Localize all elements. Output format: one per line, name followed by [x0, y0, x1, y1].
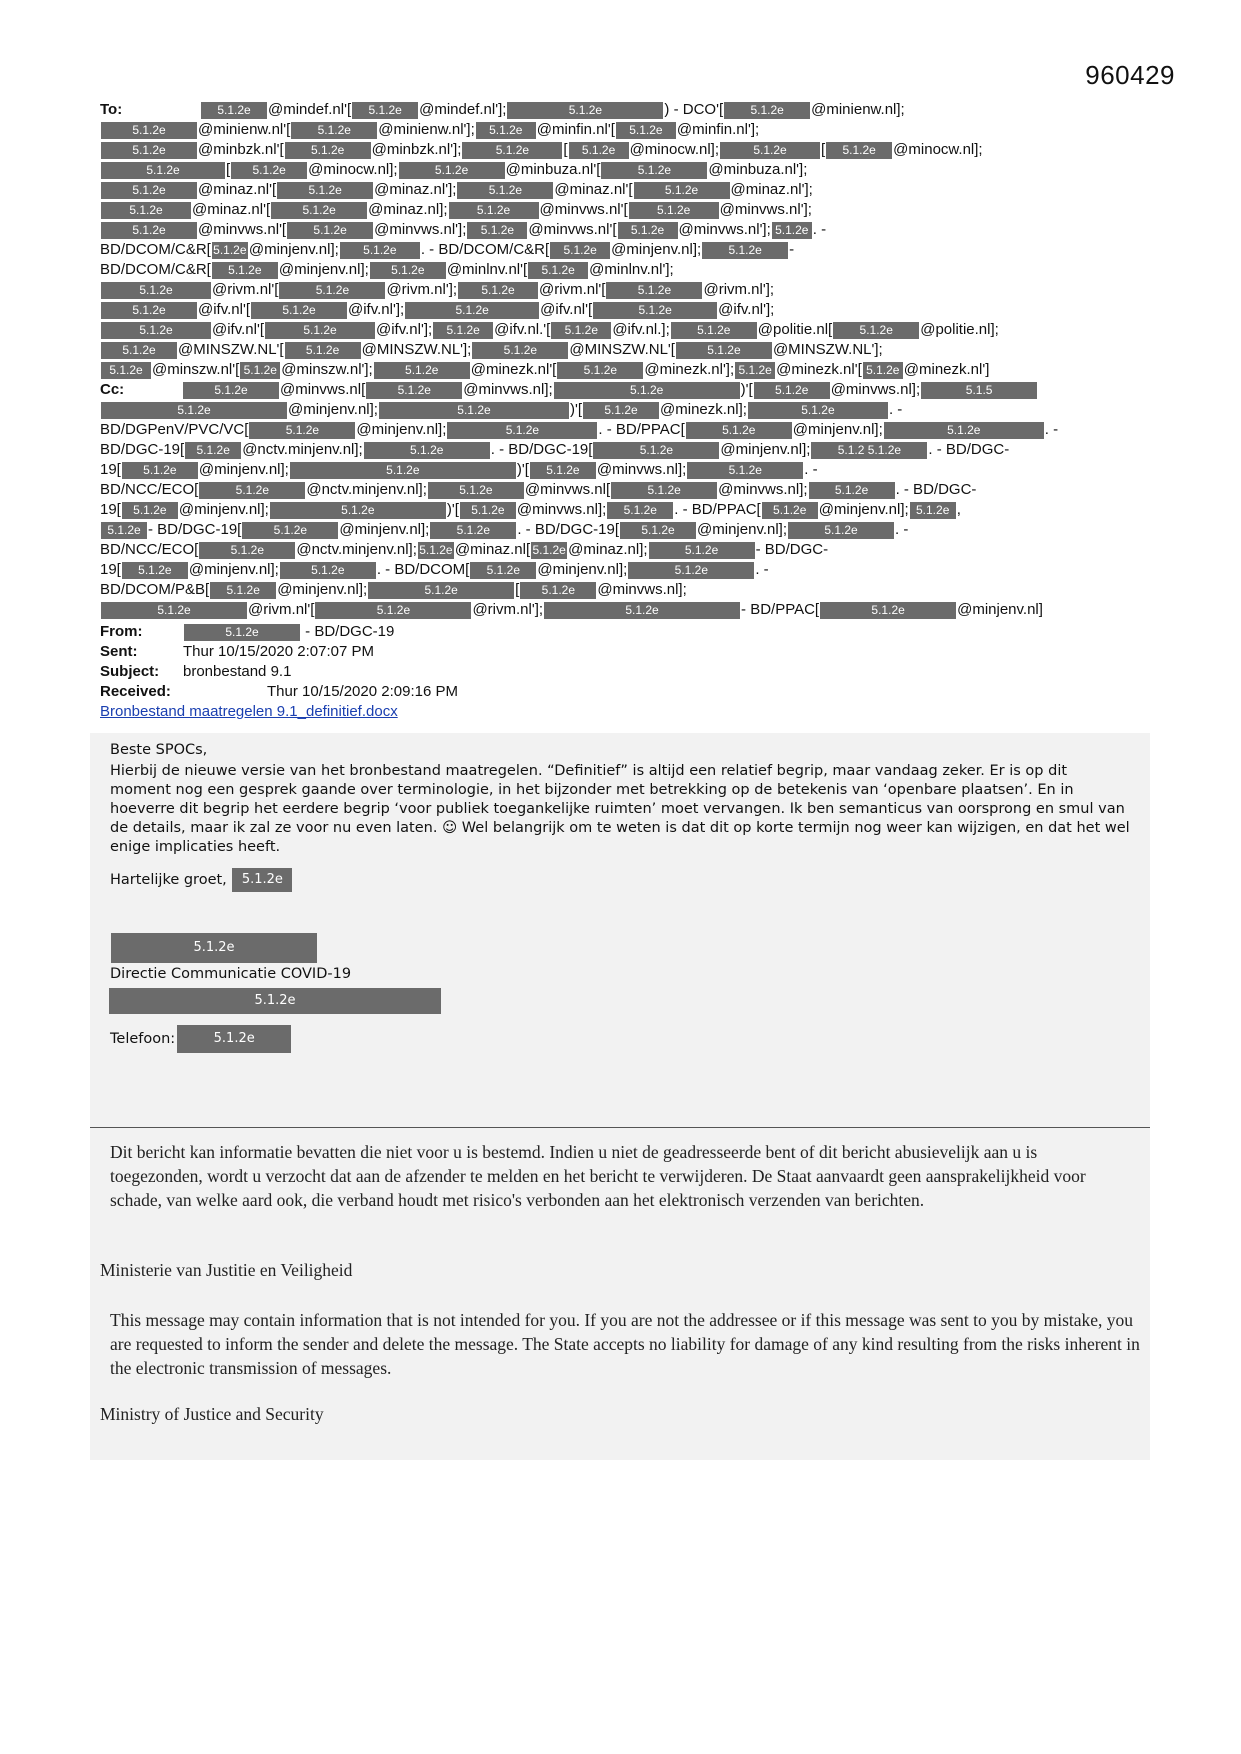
- address-fragment: @minjenv.nl];: [277, 581, 368, 599]
- address-fragment: . - BD/PPAC[: [598, 421, 685, 439]
- redaction-box: 5.1.2e: [470, 562, 536, 579]
- email-meta: [100, 622, 1150, 722]
- redaction-box: 5.1.2e: [544, 602, 740, 619]
- redaction-box: 5.1.2e: [212, 262, 278, 279]
- disclaimer-nl: Dit bericht kan informatie bevatten die niet voor u is bestemd. Indien u niet de geadresseerde bent of dit bericht abusievelijk aan u is toegezonden, wordt u verzocht dat aan de afzender te melden en het bericht te verwijderen. De Staat aanvaardt geen aansprakelijkheid voor schade, van welke aard ook, die verband houdt met risico's verbonden aan het elektronisch verzenden van berichten.: [110, 1142, 1086, 1210]
- redaction-box: 5.1.2e: [271, 202, 367, 219]
- address-fragment: @minjenv.nl]: [957, 601, 1043, 619]
- redaction-box: 5.1.2e: [399, 162, 505, 179]
- address-fragment: ) - DCO'[: [664, 101, 724, 119]
- address-fragment: @minlnv.nl'[: [446, 261, 528, 279]
- redaction-box: 5.1.2e: [530, 462, 596, 479]
- address-fragment: @minjenv.nl];: [792, 421, 883, 439]
- signature-department: Directie Communicatie COVID-19: [110, 966, 352, 982]
- address-fragment: @minienw.nl];: [811, 101, 905, 119]
- address-fragment: @minfin.nl'[: [536, 121, 615, 139]
- address-fragment: @minvws.nl'[: [539, 201, 628, 219]
- cc-line-7: [100, 500, 1150, 520]
- redaction-box: 5.1.2e: [569, 142, 629, 159]
- redaction-box: 5.1.2e: [467, 222, 527, 239]
- redaction-box: 5.1.2e: [240, 362, 280, 379]
- address-fragment: @minaz.nl'];: [730, 181, 813, 199]
- address-fragment: @minjenv.nl];: [611, 241, 702, 259]
- redaction-box: 5.1.2e: [593, 302, 717, 319]
- redaction-box: 5.1.2e: [352, 102, 418, 119]
- redaction-box: 5.1.2e: [620, 522, 696, 539]
- address-fragment: @minvws.nl];: [597, 581, 687, 599]
- redaction-box: 5.1.2e: [270, 502, 446, 519]
- redaction-box: 5.1.2e: [457, 182, 553, 199]
- address-fragment: @nctv.minjenv.nl];: [242, 441, 363, 459]
- redaction-box: 5.1.2e: [449, 202, 539, 219]
- sent-label: Sent:: [100, 643, 138, 660]
- sent-value: Thur 10/15/2020 2:07:07 PM: [183, 643, 374, 660]
- redaction-box: 5.1.2e: [213, 242, 247, 257]
- address-fragment: @politie.nl[: [757, 321, 833, 339]
- address-fragment: @MINSZW.NL'];: [361, 341, 472, 359]
- redaction-box: 5.1.2e: [379, 402, 569, 419]
- address-fragment: @minvws.nl'[: [198, 221, 287, 239]
- address-fragment: @minaz.nl'];: [374, 181, 457, 199]
- address-fragment: @minvws.nl];: [718, 481, 808, 499]
- redaction-box: 5.1.2e: [702, 242, 788, 259]
- cc-line-9: [100, 540, 1150, 560]
- subject-row: [100, 662, 1150, 682]
- address-fragment: @minlnv.nl'];: [589, 261, 674, 279]
- redaction-box: 5.1.2e: [368, 582, 514, 599]
- address-fragment: ,: [956, 501, 961, 519]
- address-fragment: BD/DGC-19[: [100, 441, 185, 459]
- redaction-box: 5.1.2e: [184, 624, 300, 641]
- redaction-box: 5.1.2e: [428, 482, 524, 499]
- to-line-11: [100, 300, 1150, 320]
- message-paragraph: Hierbij de nieuwe versie van het bronbestand maatregelen. “Definitief” is altijd een relatief begrip, maar vandaag zeker. Er is op dit moment nog een gesprek gaande over terminologie, in het bijzonder met betrekking op de betekenis van ‘openbare plaatsen’. En in hoeverre dit begrip het eerdere begrip ‘voor publiek toegankelijke ruimten’ moet vervangen. Ik ben semanticus van oorsprong en smul van de details, maar ik zal ze voor nu even laten. ☺ Wel belangrijk om te weten is dat dit op korte termijn nog weer kan wijzigen, en dat het wel enige implicaties heeft.: [110, 763, 1130, 855]
- address-fragment: @minvws.nl[: [280, 381, 366, 399]
- subject-value: bronbestand 9.1: [183, 663, 292, 680]
- address-fragment: BD/DCOM/P&B[: [100, 581, 210, 599]
- address-fragment: -: [789, 241, 795, 259]
- address-fragment: . - BD/DGC-19[: [517, 521, 620, 539]
- attachment-row: [100, 702, 1150, 722]
- address-fragment: BD/DCOM/C&R[: [100, 241, 211, 259]
- address-fragment: @minezk.nl'];: [644, 361, 735, 379]
- greeting: Beste SPOCs,: [110, 742, 208, 758]
- to-line-14: [100, 360, 1150, 380]
- to-line-6: [100, 200, 1150, 220]
- address-fragment: @minvws.nl];: [830, 381, 921, 399]
- address-fragment: @minjenv.nl];: [178, 501, 269, 519]
- address-fragment: @minocw.nl];: [893, 141, 983, 159]
- address-fragment: @ifv.nl.'[: [494, 321, 551, 339]
- address-fragment: @minvws.nl];: [463, 381, 553, 399]
- redaction-box: 5.1.2e: [772, 222, 812, 239]
- cc-line-12: [100, 600, 1150, 620]
- address-fragment: @rivm.nl'];: [703, 281, 775, 299]
- address-fragment: @rivm.nl'[: [539, 281, 606, 299]
- redaction-box: 5.1.2e: [101, 322, 211, 339]
- redaction-box: 5.1.2e: [177, 1025, 291, 1053]
- redaction-box: 5.1.2e: [554, 382, 740, 399]
- redaction-box: 5.1.2e: [910, 502, 956, 519]
- redaction-box: 5.1.2e: [735, 362, 775, 379]
- redaction-box: 5.1.5: [921, 382, 1037, 399]
- address-fragment: @ifv.nl'];: [348, 301, 405, 319]
- redaction-box: 5.1.2e: [366, 382, 462, 399]
- address-fragment: @minvws.nl];: [596, 461, 687, 479]
- redaction-box: 5.1.2e: [101, 122, 197, 139]
- redaction-box: 5.1.2e: [101, 222, 197, 239]
- address-fragment: @MINSZW.NL'];: [772, 341, 883, 359]
- redaction-box: 5.1.2e: [277, 182, 373, 199]
- address-fragment: - BD/DGC-19[: [148, 521, 242, 539]
- message-body: [90, 733, 1150, 1127]
- redaction-box: 5.1.2e: [122, 502, 178, 519]
- received-row: [100, 682, 1150, 702]
- redaction-box: 5.1.2e: [210, 582, 276, 599]
- received-value: Thur 10/15/2020 2:09:16 PM: [267, 683, 458, 700]
- redaction-box: 5.1.2e: [291, 122, 377, 139]
- address-fragment: @minjenv.nl];: [697, 521, 788, 539]
- address-fragment: . -: [888, 401, 903, 419]
- address-fragment: @minjenv.nl];: [818, 501, 909, 519]
- address-fragment: @ifv.nl'[: [540, 301, 593, 319]
- redaction-box: 5.1.2e: [557, 362, 643, 379]
- address-fragment: [: [563, 141, 568, 159]
- redaction-box: 5.1.2e: [634, 182, 730, 199]
- address-fragment: @rivm.nl'[: [212, 281, 279, 299]
- address-fragment: . - BD/DGC-19[: [490, 441, 593, 459]
- redaction-box: 5.1.2e: [370, 262, 446, 279]
- redaction-box: 5.1.2e: [199, 542, 295, 559]
- redaction-box: 5.1.2e: [616, 122, 676, 139]
- to-label: To:: [100, 101, 123, 119]
- disclaimer: [90, 1128, 1150, 1460]
- redaction-box: 5.1.2e: [826, 142, 892, 159]
- redaction-box: 5.1.2e: [607, 502, 673, 519]
- to-line-5: [100, 180, 1150, 200]
- redaction-box: 5.1.2e: [583, 402, 659, 419]
- address-fragment: @minocw.nl];: [629, 141, 719, 159]
- redaction-box: 5.1.2e: [460, 502, 516, 519]
- redaction-box: 5.1.2e: [601, 162, 707, 179]
- attachment-link[interactable]: Bronbestand maatregelen 9.1_definitief.docx: [100, 703, 398, 720]
- address-fragment: @minezk.nl'[: [776, 361, 862, 379]
- address-fragment: @minvws.nl];: [516, 501, 607, 519]
- address-fragment: @ifv.nl'[: [198, 301, 250, 319]
- cc-line-11: [100, 580, 1150, 600]
- address-fragment: @minbuza.nl'];: [708, 161, 808, 179]
- address-fragment: - BD/PPAC[: [741, 601, 820, 619]
- redaction-box: 5.1.2e: [458, 282, 538, 299]
- redaction-box: 5.1.2e: [101, 522, 147, 539]
- redaction-box: 5.1.2e: [315, 602, 471, 619]
- address-fragment: @mindef.nl'[: [268, 101, 352, 119]
- address-fragment: [: [821, 141, 826, 159]
- address-fragment: . -: [812, 221, 827, 239]
- address-fragment: @ifv.nl.];: [612, 321, 670, 339]
- to-line-8: [100, 240, 1150, 260]
- redaction-box: 5.1.2e: [232, 868, 292, 892]
- redaction-box: 5.1.2e: [231, 162, 307, 179]
- redaction-box: 5.1.2e: [249, 422, 355, 439]
- address-fragment: @minjenv.nl];: [288, 401, 378, 419]
- to-line-12: [100, 320, 1150, 340]
- redaction-box: 5.1.2e: [884, 422, 1044, 439]
- redaction-box: 5.1.2e: [101, 282, 211, 299]
- redaction-box: 5.1.2e: [430, 522, 516, 539]
- address-fragment: @minaz.nl'[: [192, 201, 271, 219]
- redaction-box: 5.1.2e: [507, 102, 663, 119]
- redaction-box: 5.1.2e: [611, 482, 717, 499]
- cc-line-8: [100, 520, 1150, 540]
- address-fragment: @MINSZW.NL'[: [178, 341, 284, 359]
- address-fragment: 19[: [100, 461, 121, 479]
- address-fragment: @minvws.nl'];: [719, 201, 812, 219]
- redaction-box: 5.1.2e: [788, 522, 894, 539]
- redaction-box: 5.1.2e: [820, 602, 956, 619]
- redaction-box: 5.1.2e: [686, 422, 792, 439]
- from-value: - BD/DGC-19: [301, 623, 395, 640]
- address-fragment: BD/NCC/ECO[: [100, 481, 199, 499]
- address-fragment: @minbuza.nl'[: [505, 161, 601, 179]
- address-fragment: @minjenv.nl];: [248, 241, 339, 259]
- received-label: Received:: [100, 683, 171, 700]
- address-fragment: BD/DGPenV/PVC/VC[: [100, 421, 249, 439]
- redaction-box: 5.1.2e: [185, 442, 241, 459]
- address-fragment: @nctv.minjenv.nl];: [296, 541, 417, 559]
- address-fragment: @minienw.nl'[: [198, 121, 291, 139]
- address-fragment: @minfin.nl'];: [676, 121, 760, 139]
- redaction-box: 5.1.2e: [101, 402, 287, 419]
- redaction-box: 5.1.2e: [754, 382, 830, 399]
- address-fragment: )'[: [516, 461, 529, 479]
- to-line-10: [100, 280, 1150, 300]
- address-fragment: [: [226, 161, 231, 179]
- address-fragment: @minjenv.nl];: [188, 561, 279, 579]
- signoff: [110, 868, 293, 892]
- redaction-box: 5.1.2e: [101, 302, 197, 319]
- redaction-box: 5.1.2e: [833, 322, 919, 339]
- redaction-box: 5.1.2e: [122, 562, 188, 579]
- from-row: [100, 622, 1150, 642]
- subject-label: Subject:: [100, 663, 160, 680]
- redaction-box: 5.1.2e: [676, 342, 772, 359]
- email-header: [100, 100, 1150, 722]
- redaction-box: 5.1.2e: [528, 262, 588, 279]
- to-line-1: [100, 100, 1150, 120]
- address-fragment: @minvws.nl'];: [374, 221, 467, 239]
- redaction-box: 5.1.2e: [476, 122, 536, 139]
- address-fragment: . - BD/DCOM/C&R[: [420, 241, 550, 259]
- address-fragment: . -: [755, 561, 769, 579]
- redaction-box: 5.1.2e: [532, 542, 566, 557]
- redaction-box: 5.1.2e: [472, 342, 568, 359]
- address-fragment: @minjenv.nl];: [198, 461, 289, 479]
- redaction-box: 5.1.2e: [201, 102, 267, 119]
- redaction-box: 5.1.2e: [405, 302, 539, 319]
- redaction-box: 5.1.2e: [762, 502, 818, 519]
- sent-row: [100, 642, 1150, 662]
- redaction-box: 5.1.2e: [101, 342, 177, 359]
- address-fragment: @mindef.nl'];: [419, 101, 507, 119]
- redaction-box: 5.1.2e: [199, 482, 305, 499]
- address-fragment: )'[: [740, 381, 753, 399]
- redaction-box: 5.1.2e: [550, 242, 610, 259]
- address-fragment: )'[: [446, 501, 459, 519]
- cc-line-6: [100, 480, 1150, 500]
- address-fragment: . - BD/PPAC[: [674, 501, 761, 519]
- address-fragment: @minaz.nl];: [568, 541, 648, 559]
- redaction-box: 5.1.2e: [748, 402, 888, 419]
- redaction-box: 5.1.2e: [374, 362, 470, 379]
- redaction-box: 5.1.2e: [447, 422, 597, 439]
- address-fragment: . - BD/DGC-: [895, 481, 977, 499]
- redaction-box: 5.1.2e: [593, 442, 719, 459]
- address-fragment: @minezk.nl']: [903, 361, 990, 379]
- address-fragment: @minszw.nl'[: [152, 361, 240, 379]
- redaction-box: 5.1.2e: [101, 202, 191, 219]
- redaction-box: 5.1.2e: [720, 142, 820, 159]
- signoff-text: Hartelijke groet,: [110, 872, 227, 888]
- address-fragment: . - BD/DCOM[: [376, 561, 470, 579]
- address-fragment: @minezk.nl'[: [470, 361, 557, 379]
- address-fragment: @nctv.minjenv.nl];: [306, 481, 427, 499]
- redaction-box: 5.1.2e: [101, 362, 151, 379]
- address-fragment: @minezk.nl];: [660, 401, 747, 419]
- address-fragment: @minocw.nl];: [308, 161, 398, 179]
- redaction-box: 5.1.2e: [101, 182, 197, 199]
- address-fragment: 19[: [100, 561, 121, 579]
- redaction-box: 5.1.2e: [520, 582, 596, 599]
- redaction-box: 5.1.2e: [109, 988, 441, 1014]
- address-fragment: @rivm.nl'];: [472, 601, 544, 619]
- address-fragment: . -: [1044, 421, 1059, 439]
- address-fragment: @minjenv.nl];: [339, 521, 430, 539]
- redaction-box: 5.1.2e: [649, 542, 755, 559]
- cc-line-5: [100, 460, 1150, 480]
- redaction-box: 5.1.2e: [122, 462, 198, 479]
- to-line-13: [100, 340, 1150, 360]
- redaction-box: 5.1.2e: [101, 162, 225, 179]
- address-fragment: [: [515, 581, 520, 599]
- address-fragment: @minvws.nl'[: [528, 221, 617, 239]
- redaction-box: 5.1.2e: [285, 342, 361, 359]
- redaction-box: 5.1.2e: [724, 102, 810, 119]
- to-line-3: [100, 140, 1150, 160]
- address-fragment: . - BD/DGC-: [928, 441, 1010, 459]
- address-fragment: @minjenv.nl];: [720, 441, 811, 459]
- address-fragment: @minienw.nl'];: [378, 121, 475, 139]
- redaction-box: 5.1.2e: [433, 322, 493, 339]
- cc-line-4: [100, 440, 1150, 460]
- redaction-box: 5.1.2e: [671, 322, 757, 339]
- from-label: From:: [100, 623, 143, 640]
- phone-row: [110, 1025, 292, 1053]
- address-fragment: @politie.nl];: [920, 321, 999, 339]
- address-fragment: @rivm.nl'[: [248, 601, 315, 619]
- redaction-box: 5.1.2e: [290, 462, 516, 479]
- redaction-box: 5.1.2e: [551, 322, 611, 339]
- cc-line-1: [100, 380, 1150, 400]
- redaction-box: 5.1.2e: [863, 362, 903, 379]
- redaction-box: 5.1.2e: [251, 302, 347, 319]
- redaction-box: 5.1.2e: [809, 482, 895, 499]
- address-fragment: @minvws.nl'];: [678, 221, 771, 239]
- address-fragment: BD/DCOM/C&R[: [100, 261, 211, 279]
- ministry-name-nl: Ministerie van Justitie en Veiligheid: [100, 1260, 353, 1280]
- redaction-box: 5.1.2e: [618, 222, 678, 239]
- address-fragment: @minjenv.nl];: [537, 561, 628, 579]
- redaction-box: 5.1.2 5.1.2e: [811, 442, 927, 459]
- address-fragment: . -: [804, 461, 818, 479]
- address-fragment: @rivm.nl'];: [386, 281, 458, 299]
- to-line-7: [100, 220, 1150, 240]
- address-fragment: @minaz.nl[: [454, 541, 531, 559]
- address-fragment: BD/NCC/ECO[: [100, 541, 199, 559]
- cc-line-3: [100, 420, 1150, 440]
- redaction-box: 5.1.2e: [183, 382, 279, 399]
- message-text: [110, 741, 1130, 857]
- redaction-box: 5.1.2e: [364, 442, 490, 459]
- disclaimer-en: This message may contain information that is not intended for you. If you are not the addressee or if this message was sent to you by mistake, you are requested to inform the sender and delete the message. The State accepts no liability for damage of any kind resulting from the risks inherent in the electronic transmission of messages.: [110, 1310, 1140, 1378]
- to-line-2: [100, 120, 1150, 140]
- redaction-box: 5.1.2e: [629, 202, 719, 219]
- address-fragment: @ifv.nl'];: [376, 321, 433, 339]
- redaction-box: 5.1.2e: [340, 242, 420, 259]
- redaction-box: 5.1.2e: [606, 282, 702, 299]
- phone-label: Telefoon:: [110, 1031, 176, 1047]
- to-line-4: [100, 160, 1150, 180]
- address-fragment: @minvws.nl[: [524, 481, 611, 499]
- address-fragment: @MINSZW.NL'[: [569, 341, 675, 359]
- address-fragment: @minaz.nl'[: [198, 181, 277, 199]
- redaction-box: 5.1.2e: [101, 602, 247, 619]
- address-fragment: @minszw.nl'];: [281, 361, 373, 379]
- redaction-box: 5.1.2e: [280, 562, 376, 579]
- cc-label: Cc:: [100, 381, 125, 399]
- redaction-box: 5.1.2e: [101, 142, 197, 159]
- address-fragment: @minaz.nl'[: [554, 181, 633, 199]
- redaction-box: 5.1.2e: [419, 542, 453, 557]
- to-line-9: [100, 260, 1150, 280]
- cc-line-10: [100, 560, 1150, 580]
- redaction-box: 5.1.2e: [242, 522, 338, 539]
- redaction-box: 5.1.2e: [111, 933, 317, 963]
- ministry-name-en: Ministry of Justice and Security: [100, 1404, 324, 1424]
- address-fragment: - BD/DGC-: [755, 541, 829, 559]
- redaction-box: 5.1.2e: [265, 322, 375, 339]
- redaction-box: 5.1.2e: [628, 562, 754, 579]
- redaction-box: 5.1.2e: [279, 282, 385, 299]
- address-fragment: @minbzk.nl'];: [371, 141, 462, 159]
- address-fragment: @minbzk.nl'[: [198, 141, 284, 159]
- address-fragment: @ifv.nl'[: [212, 321, 264, 339]
- address-fragment: . -: [895, 521, 909, 539]
- redaction-box: 5.1.2e: [287, 222, 373, 239]
- address-fragment: @ifv.nl'];: [718, 301, 775, 319]
- redaction-box: 5.1.2e: [462, 142, 562, 159]
- address-fragment: )'[: [569, 401, 583, 419]
- address-fragment: @minjenv.nl];: [278, 261, 369, 279]
- redaction-box: 5.1.2e: [285, 142, 371, 159]
- page-number: 960429: [1085, 60, 1175, 90]
- cc-line-2: [100, 400, 1150, 420]
- redaction-box: 5.1.2e: [687, 462, 803, 479]
- address-fragment: 19[: [100, 501, 121, 519]
- address-fragment: @minaz.nl];: [368, 201, 448, 219]
- address-fragment: @minjenv.nl];: [356, 421, 447, 439]
